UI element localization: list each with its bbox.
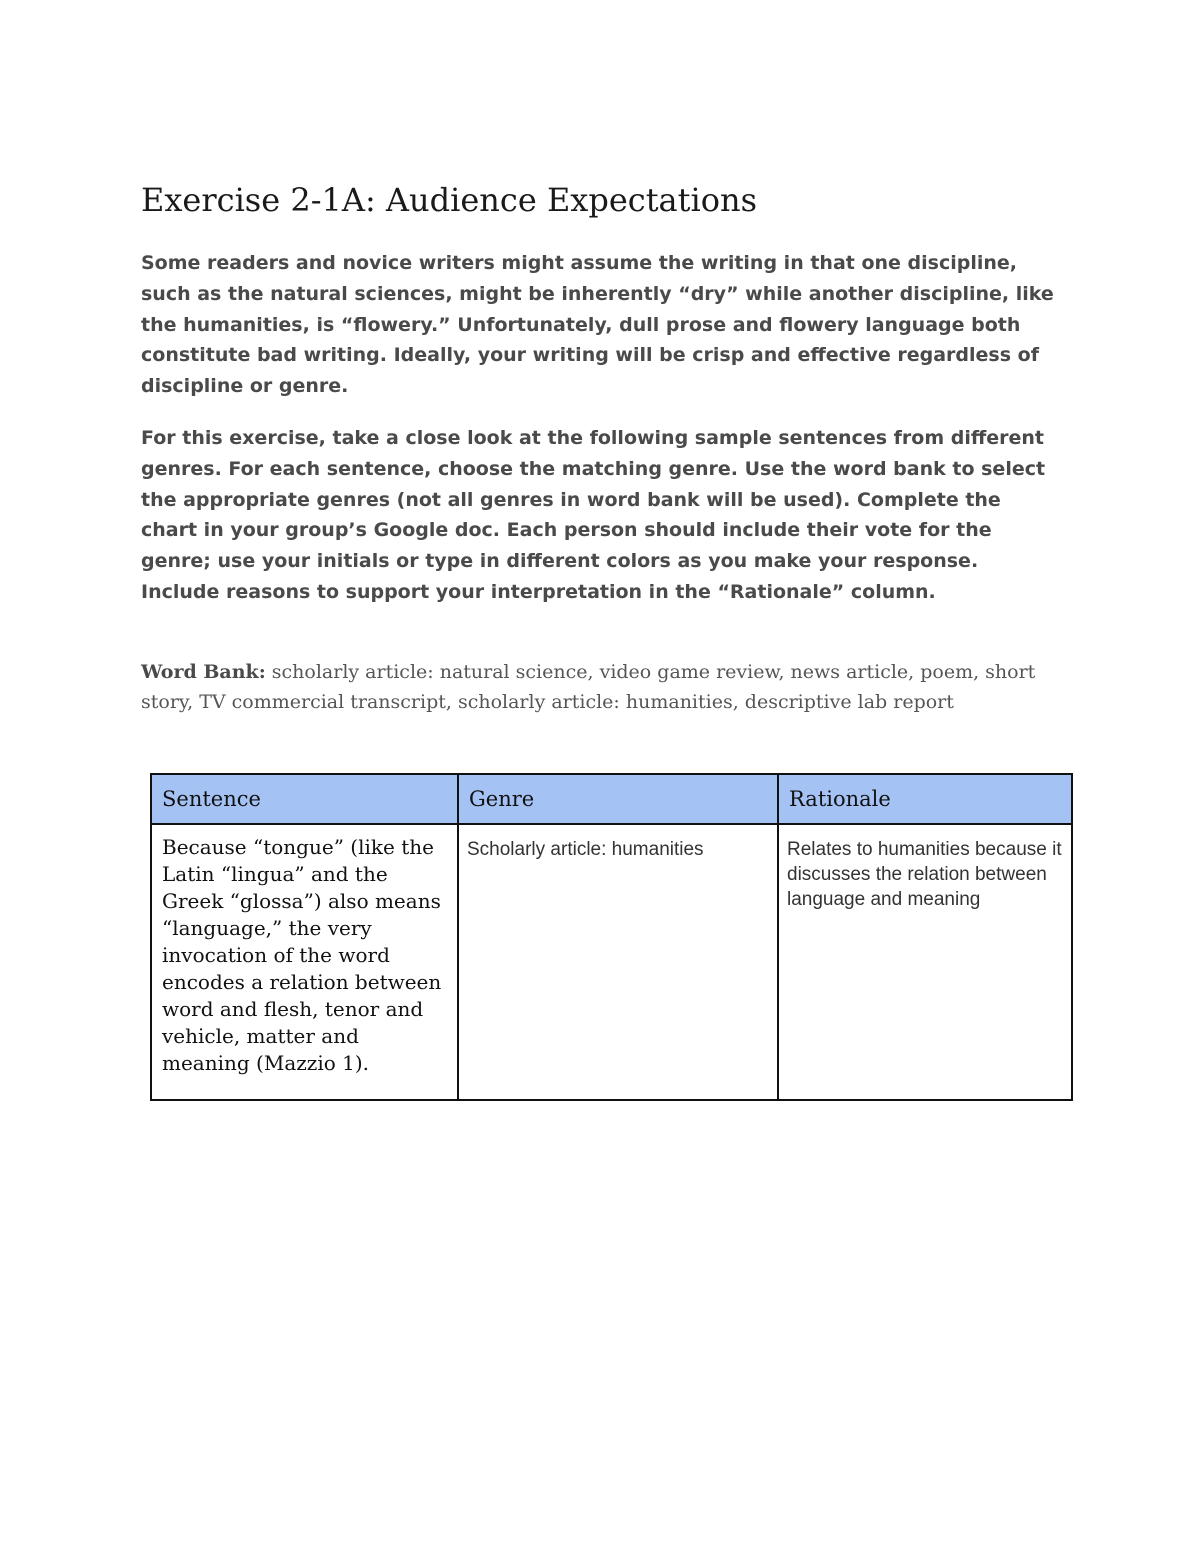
table-header-row	[151, 774, 1072, 824]
instructions-paragraph: For this exercise, take a close look at the following sample sentences from different genres. For each sentence, choose the matching genre. Use the word bank to select the appropriate genres (not all genres in word bank will be used). Complete the chart in your group’s Google doc. Each person should include their vote for the genre; use your initials or type in different colors as you make your response. Include reasons to support your interpretation in the “Rationale” column.	[141, 427, 1046, 603]
word-bank-label: Word Bank:	[141, 661, 266, 683]
genre-cell[interactable]: Scholarly article: humanities	[458, 824, 778, 1100]
genre-table	[150, 773, 1073, 1101]
header-genre: Genre	[458, 774, 778, 824]
intro-paragraph: Some readers and novice writers might assume the writing in that one discipline, such as the natural sciences, might be inherently “dry” while another discipline, like the humanities, is “flowery.” Unfortunately, dull prose and flowery language both constitute bad writing. Ideally, your writing will be crisp and effective regardless of discipline or genre.	[141, 252, 1054, 398]
word-bank-list: scholarly article: natural science, video game review, news article, poem, short story, TV commercial transcript, scholarly article: humanities, descriptive lab report	[141, 661, 1036, 713]
page-title: Exercise 2-1A: Audience Expectations	[141, 181, 758, 219]
table-row	[151, 824, 1072, 1100]
header-sentence: Sentence	[151, 774, 458, 824]
rationale-cell[interactable]: Relates to humanities because it discusses the relation between language and meaning	[778, 824, 1072, 1100]
header-rationale: Rationale	[778, 774, 1072, 824]
sentence-cell[interactable]: Because “tongue” (like the Latin “lingua” and the Greek “glossa”) also means “language,” the very invocation of the word encodes a relation between word and flesh, tenor and vehicle, matter and meaning (Mazzio 1).	[151, 824, 458, 1100]
word-bank	[141, 657, 1081, 717]
